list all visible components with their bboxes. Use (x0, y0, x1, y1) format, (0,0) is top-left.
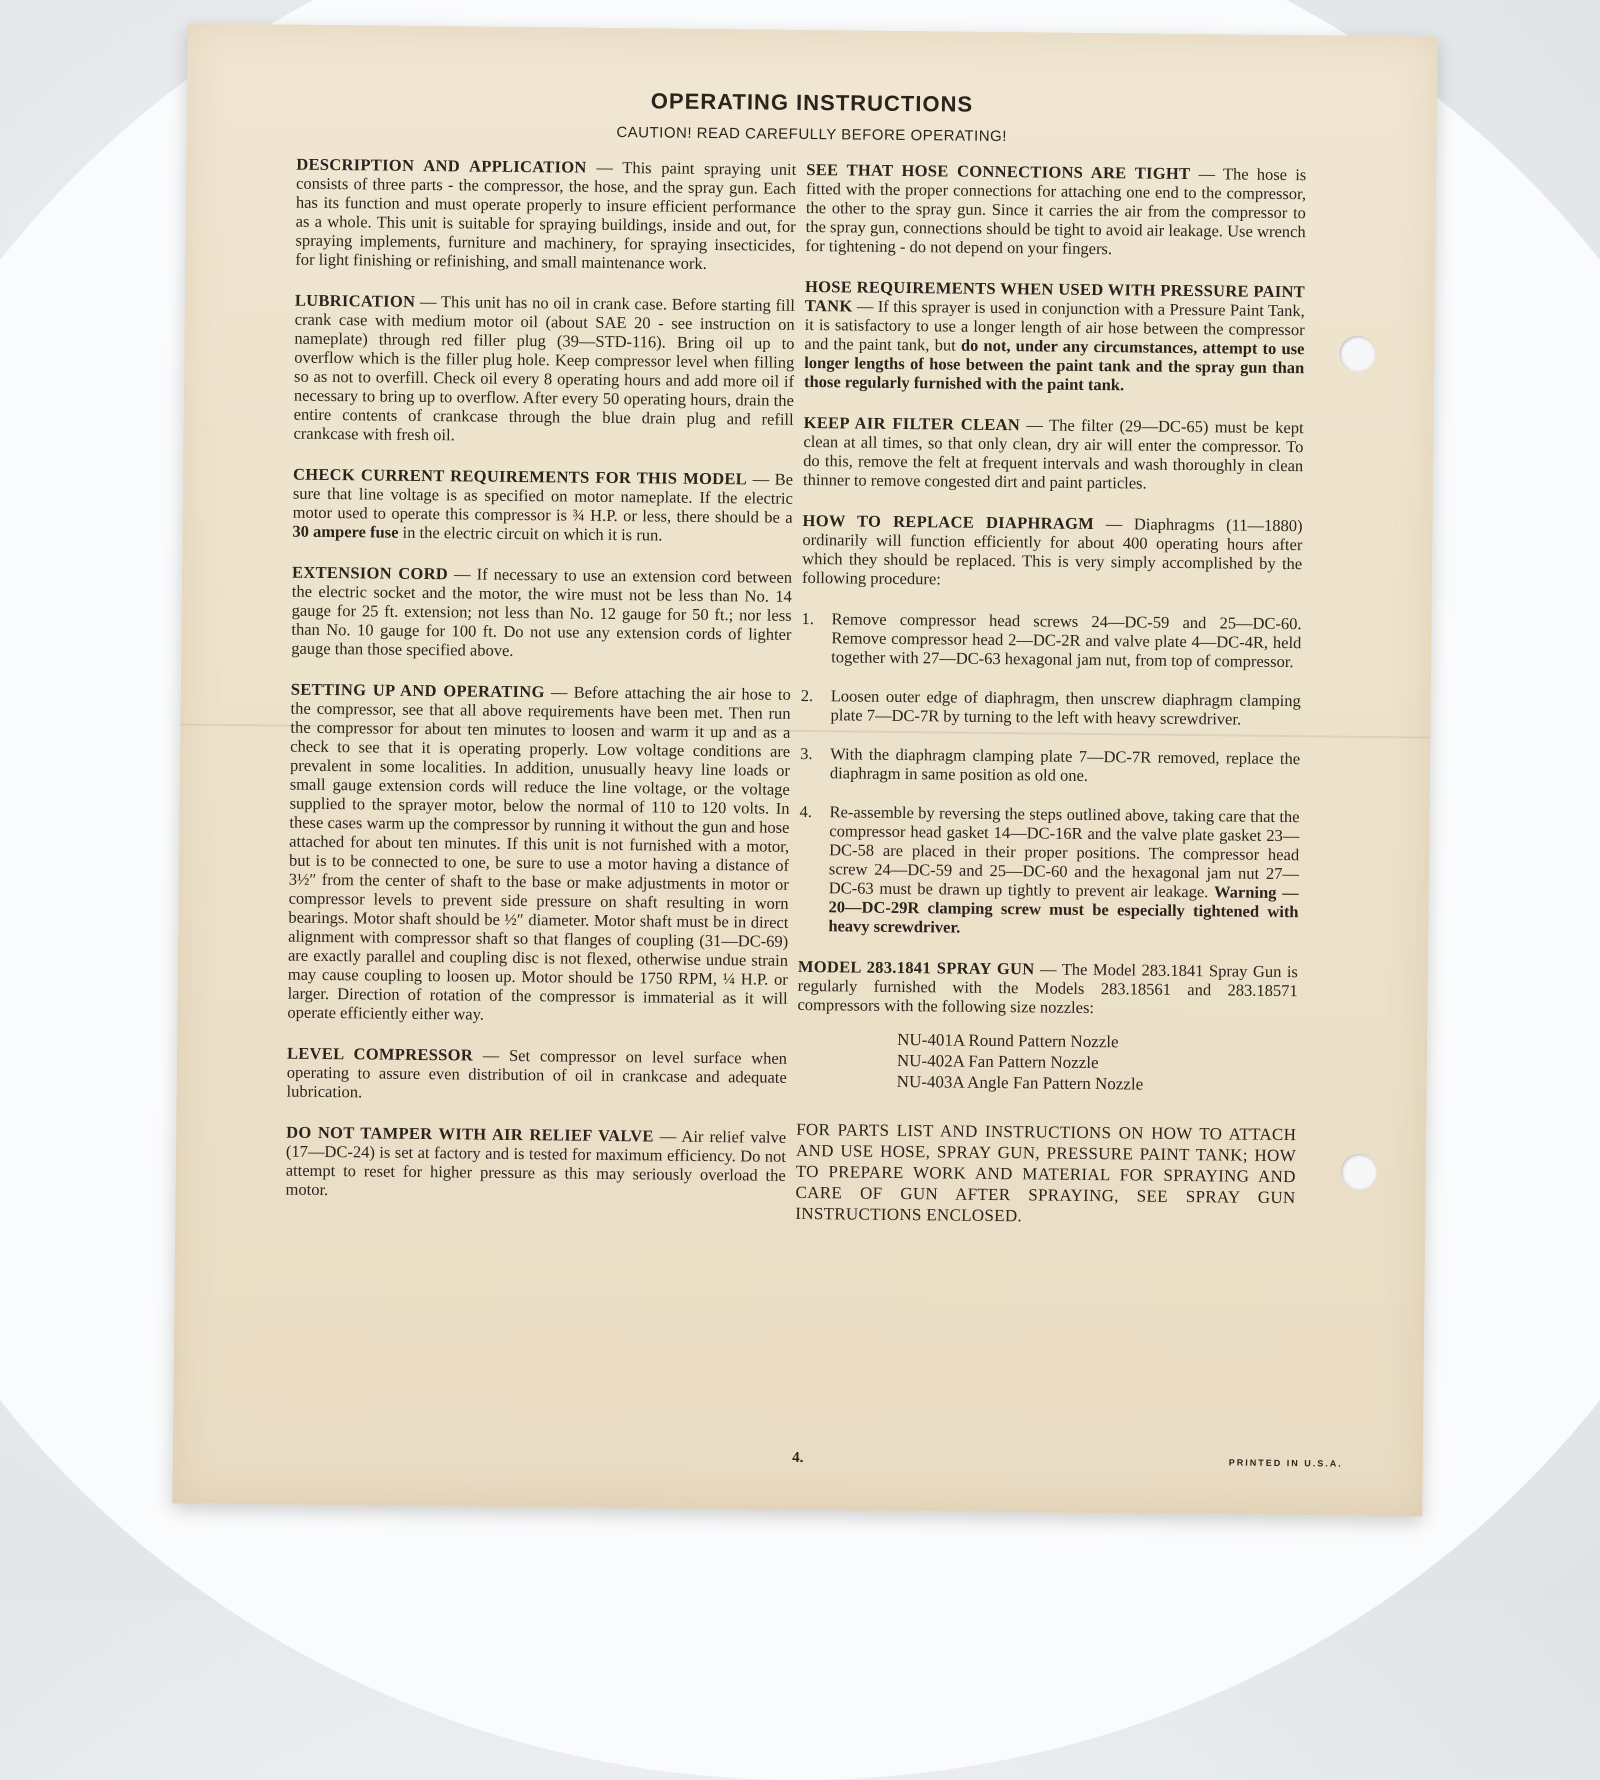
printed-in-usa: PRINTED IN U.S.A. (1228, 1457, 1343, 1469)
section-description: DESCRIPTION AND APPLICATION — This paint spraying unit consists of three parts - the compressor, the hose, and the spray gun. Each has its function and must operate properly to insure efficient performance as a whole. This unit is suitable for spraying buildings, inside and out, for spraying implements, furniture and machinery, for spraying insecticides, for light finishing or refinishing, and small maintenance work. (295, 154, 797, 273)
list-item: NU-402A Fan Pattern Nozzle (896, 1050, 1099, 1073)
punch-hole (1341, 1154, 1377, 1190)
section-air-filter: KEEP AIR FILTER CLEAN — The filter (29—DC-65) must be kept clean at all times, so that only clean, dry air will enter the compressor. To do this, remove the felt at frequent intervals and wash thoroughly in clean thinner to remove congested dirt and paint particles. (802, 412, 1304, 493)
punch-hole (1339, 336, 1375, 372)
list-item: 1. Remove compressor head screws 24—DC-59 and 25—DC-60. Remove compressor head 2—DC-2R and valve plate 4—DC-4R, held together with 27—DC-63 hexagonal jam nut, from top of compressor. (801, 608, 1302, 672)
diaphragm-steps (798, 609, 1301, 940)
section-setting-up: SETTING UP AND OPERATING — Before attaching the air hose to the compressor, see that all above requirements have been met. Then run the compressor for about ten minutes to loosen and warm it up and as a check to see that it is operating properly. Low voltage conditions are prevalent in some localities. In addition, unusually heavy line loads or small gauge extension cords will reduce the line voltage, or the voltage supplied to the sprayer motor, below the normal of 110 to 120 volts. In these cases warm up the compressor by running it without the gun and hose attached for about ten minutes. If this unit is not furnished with a motor, but is to be connected to one, be sure to use a motor having a distance of 3½″ from the center of shaft to the base or make adjustments in motor or compressor levels to prevent side pressure on shaft resulting in worn bearings. Motor shaft should be ½″ diameter. Motor shaft must be in direct alignment with compressor shaft so that flanges of coupling (31—DC-69) are exactly parallel and coupling disc is not flexed, otherwise undue strain may cause coupling to loosen up. Motor should be 1750 RPM, ¼ H.P. or larger. Direction of rotation of the compressor is immaterial as it will operate efficiently either way. (287, 679, 791, 1024)
section-extension-cord: EXTENSION CORD — If necessary to use an extension cord between the electric socket and the motor, the wire must not be less than No. 14 gauge for 25 ft. extension; not less than No. 12 gauge for 50 ft.; nor less than No. 10 gauge for 100 ft. Do not use any extension cords of lighter gauge than those specified above. (291, 562, 793, 660)
spray-gun-instructions-note: FOR PARTS LIST AND INSTRUCTIONS ON HOW TO ATTACH AND USE HOSE, SPRAY GUN, PRESSURE PAINT TANK; HOW TO PREPARE WORK AND MATERIAL FOR SPRAYING AND CARE OF GUN AFTER SPRAYING, SEE SPRAY GUN INSTRUCTIONS ENCLOSED. (795, 1119, 1297, 1226)
instruction-sheet (172, 23, 1437, 1516)
nozzle-list (897, 1029, 1298, 1096)
section-hose-connections: SEE THAT HOSE CONNECTIONS ARE TIGHT — The hose is fitted with the proper connections for attaching one end to the compressor, the other to the spray gun. Since it carries the air from the compressor to the spray gun, connections should be tight to avoid air leakage. Use wrench for tightening - do not depend on your fingers. (805, 159, 1307, 259)
list-item: 2. Loosen outer edge of diaphragm, then unscrew diaphragm clamping plate 7—DC-7R by turning to the left with heavy screwdriver. (800, 685, 1301, 729)
page-number: 4. (792, 1449, 804, 1467)
section-replace-diaphragm: HOW TO REPLACE DIAPHRAGM — Diaphragms (11—1880) ordinarily will function efficiently for about 400 operating hours after which they should be replaced. This is very simply accomplished by the following procedure: (801, 510, 1303, 589)
section-level-compressor: LEVEL COMPRESSOR — Set compressor on level surface when operating to assure even distribution of oil in crankcase and adequate lubrication. (286, 1043, 788, 1102)
list-item: NU-403A Angle Fan Pattern Nozzle (896, 1071, 1144, 1094)
list-item: 4. Re-assemble by reversing the steps outlined above, taking care that the compressor head gasket 14—DC-16R and the valve plate gasket 23—DC-58 are placed in their proper positions. The compressor head screw 24—DC-59 and 25—DC-60 and the hexagonal jam nut 27—DC-63 must be drawn up tightly to prevent air leakage. Warning — 20—DC-29R clamping screw must be especially tightened with heavy screwdriver. (799, 801, 1300, 937)
right-column (795, 160, 1306, 1246)
left-column (285, 155, 796, 1226)
page-subtitle: CAUTION! READ CAREFULLY BEFORE OPERATING! (616, 123, 1008, 146)
section-spray-gun: MODEL 283.1841 SPRAY GUN — The Model 283.1841 Spray Gun is regularly furnished with the Models 283.18561 and 283.18571 compressors with the following size nozzles: (797, 956, 1299, 1018)
list-item: 3. With the diaphragm clamping plate 7—DC-7R removed, replace the diaphragm in same position as old one. (800, 743, 1301, 785)
section-air-relief-valve: DO NOT TAMPER WITH AIR RELIEF VALVE — Air relief valve (17—DC-24) is set at factory and is tested for maximum efficiency. Do not attempt to reset for higher pressure as this may seriously overload the motor. (285, 1122, 787, 1200)
list-item: NU-401A Round Pattern Nozzle (897, 1029, 1119, 1052)
section-lubrication: LUBRICATION — This unit has no oil in crank case. Before starting fill crank case with medium motor oil (about SAE 20 - see instruction on nameplate) through red filler plug (39—STD-116). Bring oil up to overflow which is the filler plug hole. Keep compressor level when filling so as not to overfill. Check oil every 8 operating hours and add more oil if necessary to bring up to overflow. After every 50 operating hours, drain the entire contents of crankcase through the blue drain plug and refill crankcase with fresh oil. (293, 290, 795, 445)
section-current-requirements: CHECK CURRENT REQUIREMENTS FOR THIS MODEL — Be sure that line voltage is as specified on motor nameplate. If the electric motor used to operate this compressor is ¾ H.P. or less, there should be a 30 ampere fuse in the electric circuit on which it is run. (292, 464, 794, 545)
page-title: OPERATING INSTRUCTIONS (650, 88, 974, 117)
section-hose-requirements: HOSE REQUIREMENTS WHEN USED WITH PRESSURE PAINT TANK — If this sprayer is used in conjunction with a Pressure Paint Tank, it is satisfactory to use a longer length of air hose between the compressor and the paint tank, but do not, under any circumstances, attempt to use longer lengths of hose between the paint tank and the spray gun than those regularly furnished with the paint tank. (803, 276, 1306, 395)
